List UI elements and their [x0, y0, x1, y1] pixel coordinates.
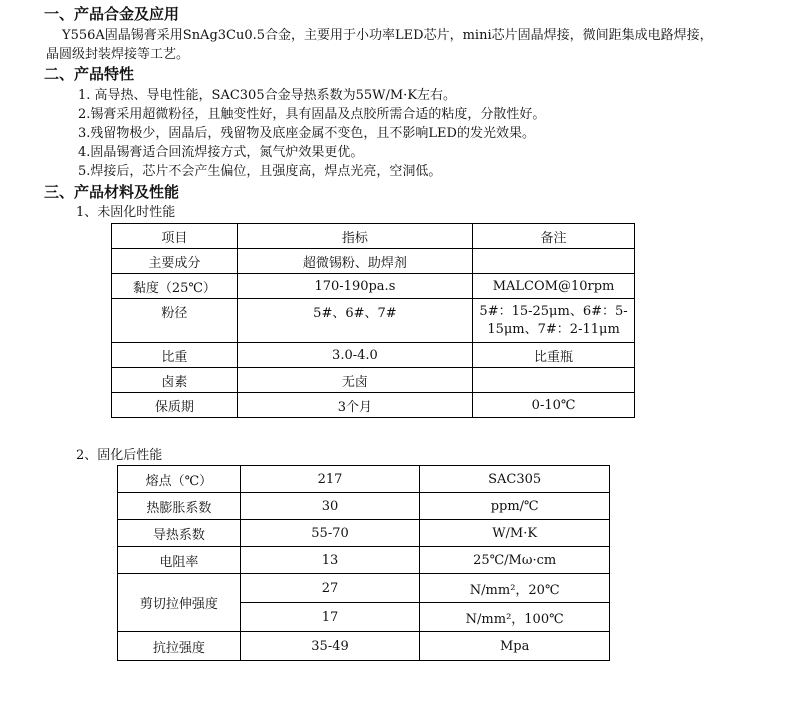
- table-header-row: [112, 224, 635, 249]
- table-cell: 熔点（℃）: [118, 466, 241, 493]
- table-cell: ppm/℃: [420, 493, 610, 520]
- table-cell: 27: [240, 574, 420, 603]
- table-row: [112, 299, 635, 343]
- table-cell-merged: 剪切拉伸强度: [118, 574, 241, 632]
- table-row: [112, 343, 635, 368]
- table-row: [112, 393, 635, 418]
- table-header: 指标: [237, 224, 472, 249]
- table-cell: 热膨胀系数: [118, 493, 241, 520]
- table-cell: 13: [240, 547, 420, 574]
- table-row: [118, 520, 610, 547]
- table-cell: 粉径: [112, 299, 238, 343]
- table-row: [118, 632, 610, 661]
- section-2-title: 二、产品特性: [44, 65, 135, 83]
- table-header: 备注: [473, 224, 635, 249]
- table-cell: MALCOM@10rpm: [473, 274, 635, 299]
- table-cell: 比重瓶: [473, 343, 635, 368]
- table-cell: 170-190pa.s: [237, 274, 472, 299]
- table-row: [118, 574, 610, 603]
- cured-properties-table: [117, 465, 610, 661]
- table-cell: 卤素: [112, 368, 238, 393]
- subsection-uncured-title: 1、未固化时性能: [76, 205, 176, 220]
- section-1-text-line2: 晶圆级封装焊接等工艺。: [46, 47, 190, 62]
- table-cell: [473, 368, 635, 393]
- section-3-title: 三、产品材料及性能: [44, 183, 180, 201]
- subsection-cured-title: 2、固化后性能: [76, 448, 163, 463]
- feature-item: 1. 高导热、导电性能，SAC305合金导热系数为55W/M·K左右。: [78, 88, 457, 103]
- table-row: [118, 547, 610, 574]
- table-cell: SAC305: [420, 466, 610, 493]
- feature-item: 5.焊接后，芯片不会产生偏位，且强度高，焊点光亮，空洞低。: [78, 164, 442, 179]
- note-line: 5#：15-25μm、6#：5-: [479, 303, 628, 319]
- feature-item: 2.锡膏采用超微粉径，且触变性好，具有固晶及点胶所需合适的粘度，分散性好。: [78, 107, 546, 122]
- table-cell: 5#、6#、7#: [237, 299, 472, 343]
- feature-item: 4.固晶锡膏适合回流焊接方式，氮气炉效果更优。: [78, 145, 364, 160]
- table-cell: 黏度（25℃）: [112, 274, 238, 299]
- table-cell: 超微锡粉、助焊剂: [237, 249, 472, 274]
- table-cell: 比重: [112, 343, 238, 368]
- table-cell: 主要成分: [112, 249, 238, 274]
- table-cell: 35-49: [240, 632, 420, 661]
- table-row: [112, 249, 635, 274]
- section-1-title: 一、产品合金及应用: [44, 5, 180, 23]
- uncured-properties-table: [111, 223, 635, 418]
- table-cell: N/mm²，100℃: [420, 603, 610, 632]
- table-cell: [473, 249, 635, 274]
- table-cell: 电阻率: [118, 547, 241, 574]
- table-header: 项目: [112, 224, 238, 249]
- table-cell: 导热系数: [118, 520, 241, 547]
- table-cell: Mpa: [420, 632, 610, 661]
- section-1-text-line1: Y556A固晶锡膏采用SnAg3Cu0.5合金，主要用于小功率LED芯片，mini芯片固晶焊接，微间距集成电路焊接，: [62, 28, 713, 43]
- table-row: [112, 368, 635, 393]
- feature-item: 3.残留物极少，固晶后，残留物及底座金属不变色，且不影响LED的发光效果。: [78, 126, 535, 141]
- table-cell: 217: [240, 466, 420, 493]
- table-row: [118, 493, 610, 520]
- table-row: [118, 466, 610, 493]
- note-line: 15μm、7#：2-11μm: [487, 321, 620, 337]
- table-cell-note: [473, 299, 635, 343]
- table-cell: 3个月: [237, 393, 472, 418]
- table-cell: 30: [240, 493, 420, 520]
- table-cell: 抗拉强度: [118, 632, 241, 661]
- table-cell: 17: [240, 603, 420, 632]
- table-cell: W/M·K: [420, 520, 610, 547]
- table-cell: 3.0-4.0: [237, 343, 472, 368]
- table-cell: 25℃/Mω·cm: [420, 547, 610, 574]
- table-row: [112, 274, 635, 299]
- table-cell: N/mm²，20℃: [420, 574, 610, 603]
- table-cell: 0-10℃: [473, 393, 635, 418]
- table-cell: 55-70: [240, 520, 420, 547]
- table-cell: 保质期: [112, 393, 238, 418]
- table-cell: 无卤: [237, 368, 472, 393]
